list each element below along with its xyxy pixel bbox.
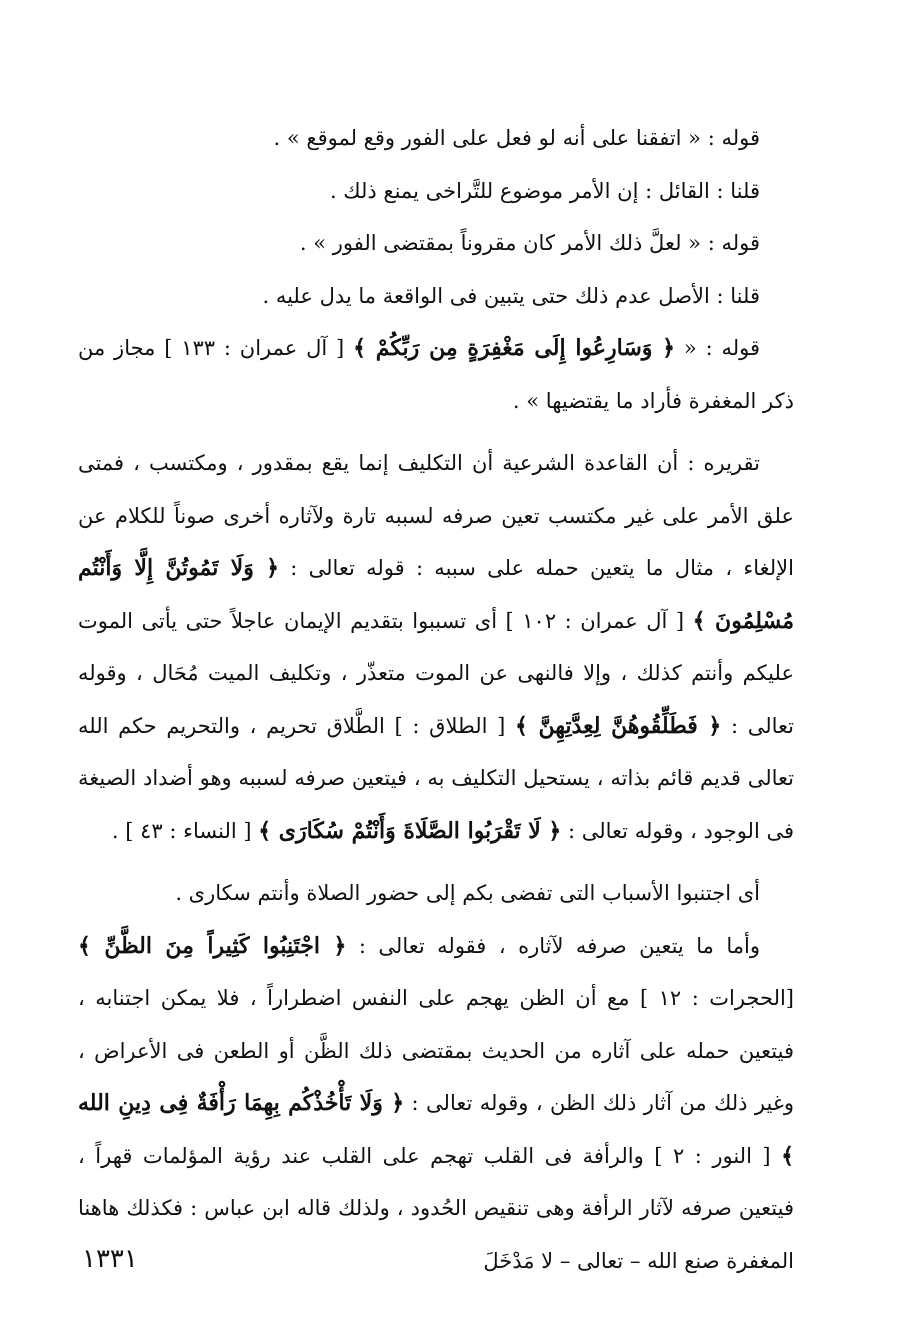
paragraph-5 (78, 322, 794, 427)
page-number: ١٣٣١ (82, 1244, 138, 1274)
quran-verse: ﴿ لَا تَقْرَبُوا الصَّلَاةَ وَأَنْتُمْ سُكَارَى ﴾ (258, 817, 562, 844)
quran-verse: ﴿ اجْتَنِبُوا كَثِيراً مِنَ الظَّنِّ ﴾ (78, 932, 347, 959)
quran-verse: ﴿ وَلَا تَمُوتُنَّ إِلَّا وَأَنْتُم مُسْلِمُونَ ﴾ (78, 555, 794, 634)
paragraph-text: قوله : « (675, 336, 761, 360)
paragraph-text: أى اجتنبوا الأسباب التى تفضى بكم إلى حضور الصلاة وأنتم سكارى . (175, 881, 760, 905)
paragraph-text: [ النور : ٢ ] والرأفة فى القلب تهجم على القلب عند رؤية المؤلمات قهراً ، فيتعين صرفه لآثار الرأفة وهى تنقيص الحُدود ، ولذلك قاله ابن عباس : فكذلك هاهنا المغفرة صنع الله – تعالى – لا مَدْخَلَ (78, 1143, 794, 1273)
paragraph-text: [ النساء : ٤٣ ] . (111, 818, 259, 843)
quran-verse: ﴿ وَلَا تَأْخُذْكُم بِهِمَا رَأْفَةٌ فِى دِينِ الله ﴾ (78, 1090, 795, 1169)
paragraph-text: قلنا : القائل : إن الأمر موضوع للتَّراخى يمنع ذلك . (329, 178, 760, 203)
paragraph-3 (78, 217, 794, 270)
paragraph-text: تقريره : أن القاعدة الشرعية أن التكليف إنما يقع بمقدور ، ومكتسب ، فمتى علق الأمر على غير مكتسب تعين صرفه لسببه تارة ولآثاره أخرى صوناً للكلام عن الإلغاء ، مثال ما يتعين حمله على سببه : قوله تعالى : (78, 451, 794, 580)
paragraph-text: [الحجرات : ١٢ ] مع أن الظن يهجم على النفس اضطراراً ، فلا يمكن اجتنابه ، فيتعين حمله على آثاره من الحديث بمقتضى ذلك الظَّن أو الطعن فى الأعراض ، وغير ذلك من آثار ذلك الظن ، وقوله تعالى : (78, 986, 794, 1115)
paragraph-text: [ الطلاق : ] الطَّلاق تحريم ، والتحريم حكم الله تعالى قديم قائم بذاته ، يستحيل التكليف به ، فيتعين صرفه لسببه وهو أضداد الصيغة فى الوجود ، وقوله تعالى : (78, 713, 794, 843)
quran-verse: ﴿ وَسَارِعُوا إِلَى مَغْفِرَةٍ مِن رَبِّكُمْ ﴾ (353, 335, 676, 361)
paragraph-text: [ آل عمران : ١٣٣ ] مجاز من ذكر المغفرة فأراد ما يقتضيها » . (78, 336, 794, 413)
paragraph-7 (78, 867, 794, 920)
paragraph-4 (78, 270, 794, 323)
paragraph-8 (78, 920, 794, 1288)
paragraph-text: قلنا : الأصل عدم ذلك حتى يتبين فى الواقعة ما يدل عليه . (262, 283, 760, 308)
paragraph-text: وأما ما يتعين صرفه لآثاره ، فقوله تعالى : (346, 933, 761, 958)
paragraph-6 (78, 437, 794, 857)
quran-verse: ﴿ فَطَلِّقُوهُنَّ لِعِدَّتِهِنَّ ﴾ (515, 712, 722, 739)
paragraph-1 (78, 112, 794, 165)
paragraph-text: [ آل عمران : ١٠٢ ] أى تسببوا بتقديم الإيمان عاجلاً حتى يأتى الموت عليكم وأنتم كذلك ، وإلا فالنهى عن الموت متعذّر ، وتكليف الميت مُحَال ، وقوله تعالى : (78, 608, 795, 738)
paragraph-text: قوله : « لعلَّ ذلك الأمر كان مقروناً بمقتضى الفور » . (299, 231, 760, 255)
paragraph-text: قوله : « اتفقنا على أنه لو فعل على الفور وقع لموقع » . (273, 126, 760, 150)
body-text (78, 112, 794, 1287)
paragraph-2 (78, 165, 794, 218)
